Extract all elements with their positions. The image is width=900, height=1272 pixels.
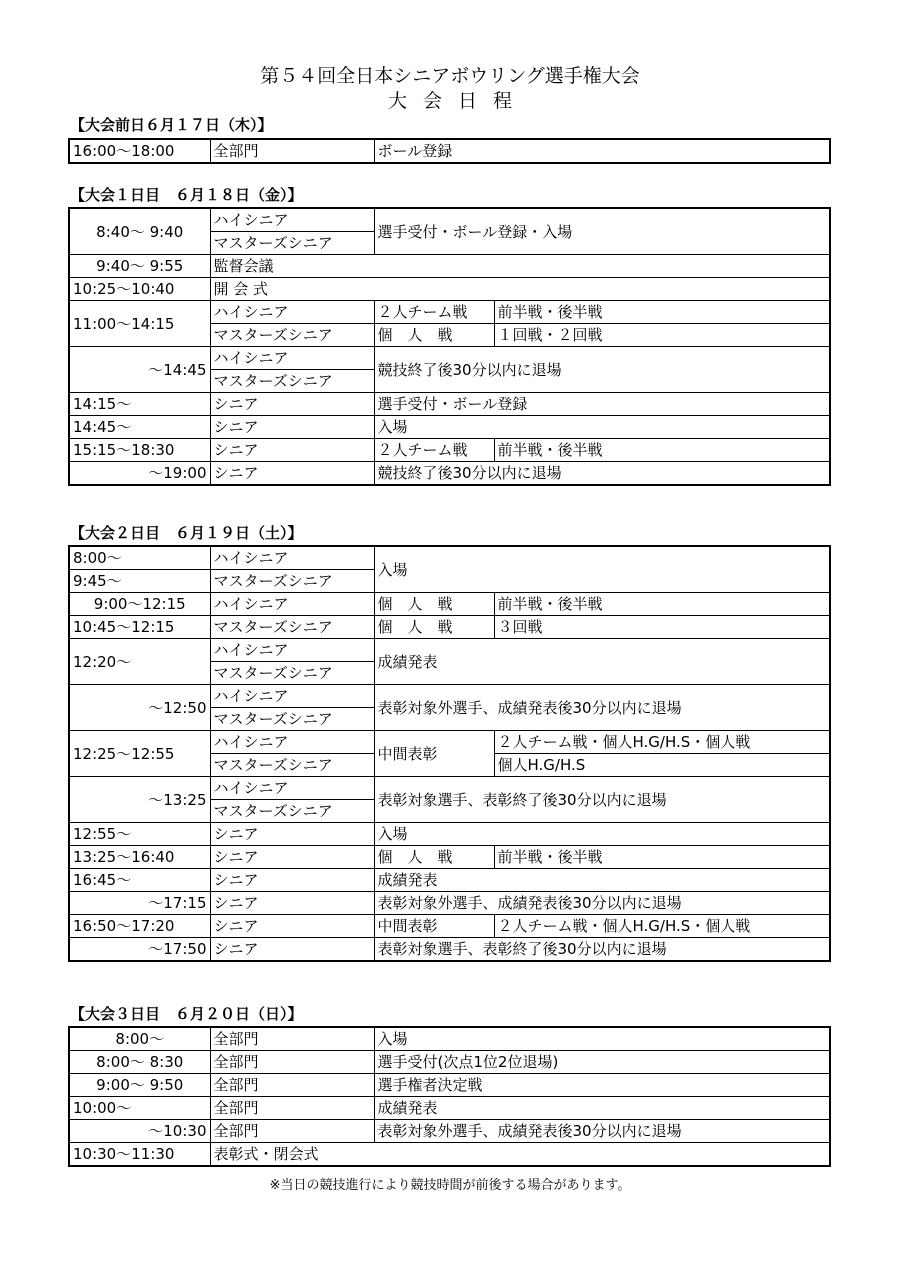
division-cell: マスターズシニア — [210, 232, 374, 255]
division-cell: ハイシニア — [210, 685, 374, 708]
schedule-table-eve — [68, 138, 831, 164]
division-cell: シニア — [210, 892, 374, 915]
event-cell: 開 会 式 — [210, 278, 830, 301]
table-row — [69, 1074, 830, 1097]
detail-cell: 前半戦・後半戦 — [494, 439, 830, 462]
division-cell: マスターズシニア — [210, 616, 374, 639]
table-row — [69, 301, 830, 324]
time-cell: 13:25～16:40 — [69, 846, 210, 869]
event-cell: 入場 — [374, 823, 830, 846]
table-row — [69, 278, 830, 301]
detail-cell: １回戦・２回戦 — [494, 324, 830, 347]
footnote: ※当日の競技進行により競技時間が前後する場合があります。 — [269, 1178, 631, 1193]
table-row — [69, 1027, 830, 1051]
time-cell: 12:55～ — [69, 823, 210, 846]
division-cell: シニア — [210, 938, 374, 962]
division-cell: ハイシニア — [210, 546, 374, 570]
time-cell: 8:00～ 8:30 — [69, 1051, 210, 1074]
time-cell: 16:50～17:20 — [69, 915, 210, 938]
table-row — [69, 639, 830, 662]
division-cell: 全部門 — [210, 1027, 374, 1051]
event-cell: 表彰式・閉会式 — [210, 1143, 830, 1167]
section-heading-eve: 【大会前日６月１７日（木）】 — [70, 116, 273, 134]
event-cell: 表彰対象外選手、成績発表後30分以内に退場 — [374, 1120, 830, 1143]
table-row — [69, 846, 830, 869]
division-cell: シニア — [210, 462, 374, 486]
table-row — [69, 593, 830, 616]
division-cell: 全部門 — [210, 1051, 374, 1074]
table-row — [69, 823, 830, 846]
table-row — [69, 915, 830, 938]
division-cell: マスターズシニア — [210, 754, 374, 777]
table-row — [69, 393, 830, 416]
event-cell: 競技終了後30分以内に退場 — [374, 347, 830, 393]
event-cell: 成績発表 — [374, 639, 830, 685]
table-row — [69, 685, 830, 708]
division-cell: 全部門 — [210, 139, 374, 163]
division-cell: シニア — [210, 823, 374, 846]
schedule-table-day1 — [68, 207, 831, 486]
table-row — [69, 1051, 830, 1074]
table-row — [69, 416, 830, 439]
time-cell: 16:45～ — [69, 869, 210, 892]
time-cell: 11:00～14:15 — [69, 301, 210, 347]
division-cell: 全部門 — [210, 1074, 374, 1097]
division-cell: マスターズシニア — [210, 662, 374, 685]
time-cell: 10:00～ — [69, 1097, 210, 1120]
time-cell: 10:30～11:30 — [69, 1143, 210, 1167]
event-cell: 中間表彰 — [374, 915, 494, 938]
section-heading-day3: 【大会３日目 ６月２０日（日）】 — [70, 1005, 303, 1023]
division-cell: ハイシニア — [210, 777, 374, 800]
time-cell: ～12:50 — [69, 685, 210, 731]
schedule-table-day2 — [68, 545, 831, 962]
table-row — [69, 462, 830, 486]
division-cell: ハイシニア — [210, 347, 374, 370]
table-row — [69, 616, 830, 639]
table-row — [69, 1097, 830, 1120]
table-row — [69, 869, 830, 892]
event-cell: ２人チーム戦 — [374, 439, 494, 462]
event-cell: 成績発表 — [374, 869, 830, 892]
time-cell: ～10:30 — [69, 1120, 210, 1143]
time-cell: ～17:50 — [69, 938, 210, 962]
detail-cell: 前半戦・後半戦 — [494, 301, 830, 324]
table-row — [69, 1143, 830, 1167]
division-cell: ハイシニア — [210, 731, 374, 754]
detail-cell: ３回戦 — [494, 616, 830, 639]
time-cell: 14:15～ — [69, 393, 210, 416]
event-cell: 表彰対象外選手、成績発表後30分以内に退場 — [374, 892, 830, 915]
division-cell: 全部門 — [210, 1097, 374, 1120]
time-cell: 10:45～12:15 — [69, 616, 210, 639]
division-cell: シニア — [210, 915, 374, 938]
table-row — [69, 439, 830, 462]
division-cell: シニア — [210, 416, 374, 439]
event-cell: 表彰対象外選手、成績発表後30分以内に退場 — [374, 685, 830, 731]
event-cell: 個 人 戦 — [374, 846, 494, 869]
division-cell: ハイシニア — [210, 639, 374, 662]
event-cell: 選手権者決定戦 — [374, 1074, 830, 1097]
time-cell: 15:15～18:30 — [69, 439, 210, 462]
division-cell: 全部門 — [210, 1120, 374, 1143]
time-cell: 8:00～ — [69, 546, 210, 570]
time-cell: 10:25～10:40 — [69, 278, 210, 301]
table-row — [69, 139, 830, 163]
table-row — [69, 777, 830, 800]
table-row — [69, 938, 830, 962]
schedule-table-day3 — [68, 1026, 831, 1167]
division-cell: シニア — [210, 869, 374, 892]
division-cell: マスターズシニア — [210, 708, 374, 731]
table-row — [69, 208, 830, 232]
division-cell: マスターズシニア — [210, 570, 374, 593]
event-cell: 表彰対象選手、表彰終了後30分以内に退場 — [374, 938, 830, 962]
event-cell: 競技終了後30分以内に退場 — [374, 462, 830, 486]
event-cell: 選手受付・ボール登録・入場 — [374, 208, 830, 255]
event-cell: 個 人 戦 — [374, 593, 494, 616]
document-title: 第５４回全日本シニアボウリング選手権大会 — [260, 65, 640, 87]
time-cell: 9:00～12:15 — [69, 593, 210, 616]
table-row — [69, 546, 830, 570]
event-cell: ２人チーム戦 — [374, 301, 494, 324]
time-cell: 8:00～ — [69, 1027, 210, 1051]
table-row — [69, 892, 830, 915]
event-cell: 入場 — [374, 546, 830, 593]
table-row — [69, 731, 830, 754]
event-cell: 入場 — [374, 1027, 830, 1051]
division-cell: シニア — [210, 846, 374, 869]
section-heading-day1: 【大会１日目 ６月１８日（金）】 — [70, 186, 303, 204]
detail-cell: ２人チーム戦・個人H.G/H.S・個人戦 — [494, 915, 830, 938]
time-cell: 12:25～12:55 — [69, 731, 210, 777]
time-cell: 9:45～ — [69, 570, 210, 593]
time-cell: 12:20～ — [69, 639, 210, 685]
detail-cell: 前半戦・後半戦 — [494, 593, 830, 616]
time-cell: ～17:15 — [69, 892, 210, 915]
time-cell: ～19:00 — [69, 462, 210, 486]
event-cell: 入場 — [374, 416, 830, 439]
division-cell: ハイシニア — [210, 301, 374, 324]
division-cell: マスターズシニア — [210, 800, 374, 823]
time-cell: 16:00～18:00 — [69, 139, 210, 163]
detail-cell: 前半戦・後半戦 — [494, 846, 830, 869]
table-row — [69, 347, 830, 370]
event-cell: 個 人 戦 — [374, 324, 494, 347]
division-cell: シニア — [210, 393, 374, 416]
time-cell: ～14:45 — [69, 347, 210, 393]
event-cell: 中間表彰 — [374, 731, 494, 777]
event-cell: 成績発表 — [374, 1097, 830, 1120]
time-cell: 9:00～ 9:50 — [69, 1074, 210, 1097]
event-cell: 表彰対象選手、表彰終了後30分以内に退場 — [374, 777, 830, 823]
detail-cell: 個人H.G/H.S — [494, 754, 830, 777]
division-cell: マスターズシニア — [210, 370, 374, 393]
event-cell: 監督会議 — [210, 255, 830, 278]
event-cell: 個 人 戦 — [374, 616, 494, 639]
table-row — [69, 1120, 830, 1143]
time-cell: ～13:25 — [69, 777, 210, 823]
time-cell: 14:45～ — [69, 416, 210, 439]
table-row — [69, 255, 830, 278]
division-cell: シニア — [210, 439, 374, 462]
detail-cell: ２人チーム戦・個人H.G/H.S・個人戦 — [494, 731, 830, 754]
event-cell: ボール登録 — [374, 139, 830, 163]
section-heading-day2: 【大会２日目 ６月１９日（土）】 — [70, 524, 303, 542]
division-cell: ハイシニア — [210, 208, 374, 232]
document-subtitle: 大会日程 — [387, 90, 528, 112]
time-cell: 8:40～ 9:40 — [69, 208, 210, 255]
time-cell: 9:40～ 9:55 — [69, 255, 210, 278]
event-cell: 選手受付・ボール登録 — [374, 393, 830, 416]
division-cell: マスターズシニア — [210, 324, 374, 347]
division-cell: ハイシニア — [210, 593, 374, 616]
event-cell: 選手受付(次点1位2位退場) — [374, 1051, 830, 1074]
